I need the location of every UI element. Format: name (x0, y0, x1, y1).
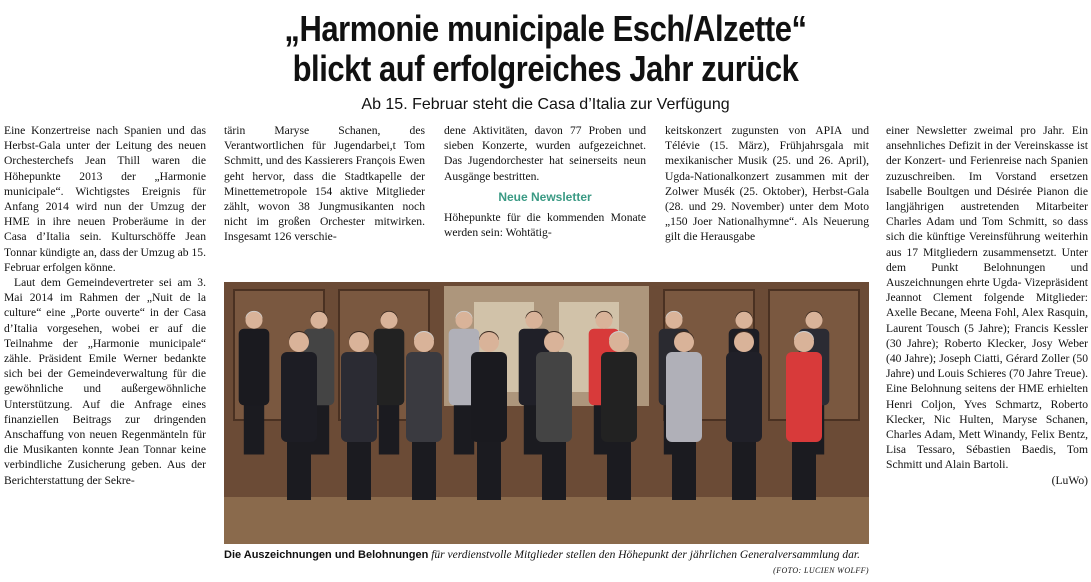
caption-lead: Die Auszeichnungen und Belohnungen (224, 549, 429, 561)
article-column-2 (224, 123, 425, 275)
author-signature: (LuWo) (1051, 473, 1088, 487)
article-column-1 (4, 123, 206, 578)
photo-caption (224, 548, 869, 575)
column-4-text: keitskonzert zugunsten von APIA und Télévie (15. März), Frühjahrsgala mit mexikanischer Musik (25. und 26. April), Ugda-Nationalkonzert zusammen mit der Zolwer Musék (25. Oktober), Herbst-Gala (28. und 29. November) unter dem Moto „150 Joer Nationalhymne“. Als Neuerung gilt die Herausgabe (665, 124, 869, 244)
article-column-3 (444, 123, 646, 275)
column-5-text: einer Newsletter zweimal pro Jahr. Ein ansehnliches Defizit in der Vereinskasse ist der Konzert- und Ferienreise nach Spanien zuzuschreiben. Im Vorstand ersetzen Isabelle Boultgen und Désirée Pianon die langjährigen austretenden Mitarbeiter Charles Adam und Tom Schmitt, so dass sich die künftige Vereinsführung weiterhin aus 17 Mitgliedern zusammensetzt. Unter dem Punkt Belohnungen und Auszeichnungen ehrte Ugda- Vizepräsident Jeannot Clement folgende Mitglieder: Axelle Becane, Meena Fohl, Alex Rasquin, Laurent Tousch (5 Jahre); Francis Kessler (30 Jahre); Roberto Klecker, Josy Weber (40 Jahre); Joseph Ciatti, Gérard Zoller (50 Jahre) und Louis Schieres (70 Jahre Treue). Eine Belohnung seitens der HME erhielten Henri Coljon, Yves Schmartz, Roberto Klecker, Nic Hulten, Maryse Schanen, Charles Adam, Mett Winandy, Felix Bentz, Lisa Tessaro, Sébastien Baedis, Tom Schmitt und Alain Bartoli. (886, 124, 1088, 472)
caption-text: für verdienstvolle Mitglieder stellen den Höhepunkt der jährlichen Generalversammlung dar. (431, 549, 861, 561)
subheadline: Ab 15. Februar steht die Casa d’Italia zur Verfügung (361, 96, 730, 113)
group-photo (224, 282, 869, 544)
group-photo-illustration (224, 282, 869, 544)
column-2-text: tärin Maryse Schanen, des Verantwortlichen für Jugendarbei,t Tom Schmitt, und des Kassierers François Ewen geht hervor, dass die Stadtkapelle der Minettemetropole 154 aktive Mitglieder zählt, wovon 38 Jungmusikanten noch nicht im großen Orchester mitwirken. Insgesamt 126 verschie- (224, 124, 425, 244)
column-1-paragraph-1: Eine Konzertreise nach Spanien und das Herbst-Gala unter der Leitung des neuen Orchesterchefs Jean Thill waren die Höhepunkte 2013 der „Harmonie municipale“. Wichtigstes Ereignis für Anfang 2014 wird nun der Umzug der HME in ihre neuen Proberäume in der Casa d’Italia sein. Kulturschöffe Jean Tonnar kündigte an, dass der Umzug ab 15. Februar erfolgen könne. (4, 124, 206, 274)
photo-credit: (FOTO: LUCIEN WOLFF) (773, 566, 869, 575)
headline-line-2: blickt auf erfolgreiches Jahr zurück (292, 48, 799, 89)
article-column-4 (665, 123, 869, 275)
column-1-paragraph-2: Laut dem Gemeindevertreter sei am 3. Mai 2014 im Rahmen der „Nuit de la culture“ eine „Porte ouverte“ in der Casa d’Italia vorgesehen, wobei er auf die Teilnahme der „Harmonie municipale“ zähle. Präsident Emile Werner bedankte sich bei der Gemeindeverwaltung für die gewöhnliche und außergewöhnliche Unterstützung. Auf die Anfrage eines finanziellen Beitrags zur dringenden Anschaffung von neuen Regenmänteln für die Musikanten konnte Jean Tonnar keine verbindliche Zusicherung geben. Aus der Berichterstattung der Sekre- (4, 276, 206, 487)
column-3-paragraph-1: dene Aktivitäten, davon 77 Proben und sieben Konzerte, wurden aufgezeichnet. Das Jugendorchester hat seinerseits neun Ausgänge bestritten. (444, 124, 646, 183)
column-3-paragraph-2: Höhepunkte für die kommenden Monate werden sein: Wohtätig- (444, 211, 646, 240)
section-heading-newsletter: Neue Newsletter (498, 189, 592, 204)
headline-line-1: „Harmonie municipale Esch/Alzette“ (284, 8, 807, 49)
article-column-5 (886, 123, 1088, 578)
